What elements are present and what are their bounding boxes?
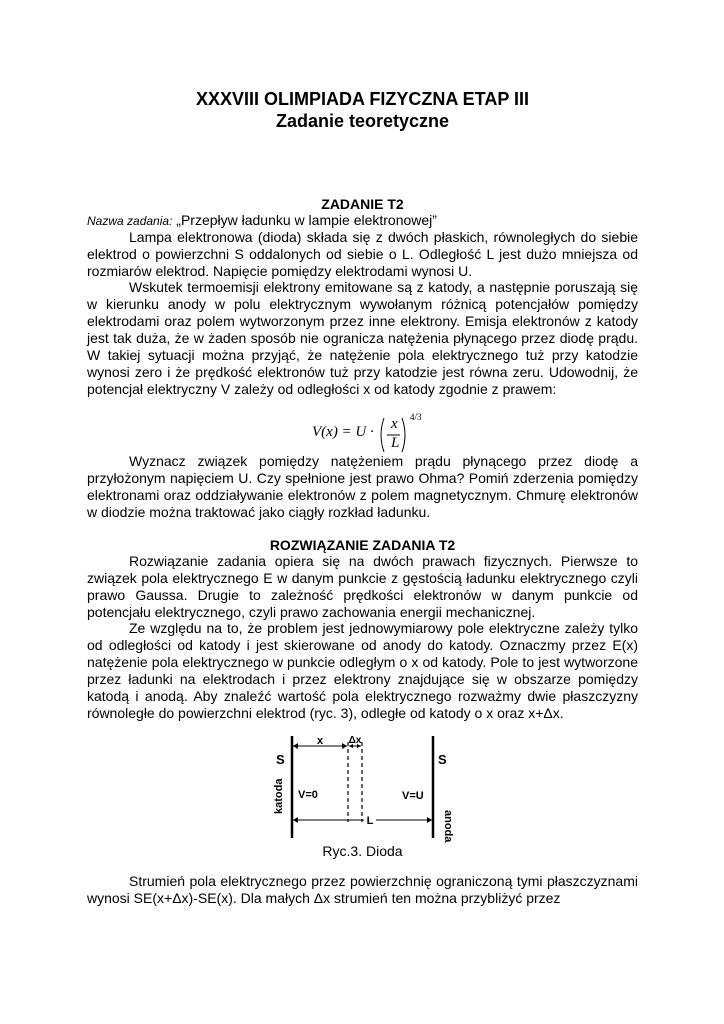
label-dx: Δx <box>348 735 362 746</box>
solution-text-3: Strumień pola elektrycznego przez powierzchnię ograniczoną tymi płaszczyznami wynosi SE(x+Δx)-SE(x). Dla małych Δx strumień ten można przybliżyć przez <box>87 873 638 906</box>
document-subtitle: Zadanie teoretyczne <box>275 111 450 131</box>
label-l: L <box>366 815 374 827</box>
label-s-left: S <box>276 752 285 767</box>
task-text-3: Wyznacz związek pomiędzy natężeniem prądu płynącego przez diodę a przyłożonym napięciem U. Czy spełnione jest prawo Ohma? Pomiń zderzenia pomiędzy elektronami oraz oddziaływanie elektronów z polem magnetycznym. Chmurę elektronów w diodzie można traktować jako ciągły rozkład ładunku. <box>87 453 638 520</box>
label-katoda: katoda <box>273 778 285 814</box>
formula-numerator: x <box>391 416 398 432</box>
formula-exponent: 4/3 <box>410 412 422 422</box>
task-paragraph-1 <box>87 229 638 280</box>
label-s-right: S <box>438 752 447 767</box>
solution-paragraph-2 <box>87 620 638 722</box>
potential-formula <box>312 414 472 454</box>
task-text-1: Lampa elektronowa (dioda) składa się z dwóch płaskich, równoległych do siebie elektrod o powierzchni S oddalonych od siebie o L. Odległość L jest dużo mniejsza od rozmiarów elektrod. Napięcie pomiędzy elektrodami wynosi U. <box>87 229 638 279</box>
solution-paragraph-3 <box>87 873 638 907</box>
formula-fraction <box>376 414 436 456</box>
formula-lhs: V(x) = U · <box>312 424 374 440</box>
solution-text-1: Rozwiązanie zadania opiera się na dwóch prawach fizycznych. Pierwsze to związek pola elektrycznego E w danym punkcie z gęstością ładunku elektrycznego czyli prawo Gaussa. Drugie to zależność prędkości elektronów w danym punkcie od potencjału elektrycznego, czyli prawo zachowania energii mechanicznej. <box>87 553 638 620</box>
task-paragraph-2 <box>87 279 638 398</box>
task-heading: ZADANIE T2 <box>321 196 404 212</box>
label-v0: V=0 <box>298 789 318 801</box>
figure-caption: Ryc.3. Dioda <box>322 843 403 859</box>
solution-heading: ROZWIĄZANIE ZADANIA T2 <box>269 537 456 553</box>
document-title: XXXVIII OLIMPIADA FIZYCZNA ETAP III <box>195 89 530 109</box>
task-name-label: Nazwa zadania: <box>87 214 173 228</box>
task-name-value: „Przepływ ładunku w lampie elektronowej” <box>176 212 437 228</box>
label-x: x <box>316 735 324 747</box>
label-vu: V=U <box>402 790 424 802</box>
label-anoda: anoda <box>442 810 454 843</box>
solution-text-2: Ze względu na to, że problem jest jednowymiarowy pole elektryczne zależy tylko od odległości od katody i jest skierowane od anody do katody. Oznaczmy przez E(x) natężenie pola elektrycznego w punkcie odległym o x od katody. Pole to jest wytworzone przez ładunki na elektrodach i przez elektrony znajdujące się w obszarze pomiędzy katodą i anodą. Aby znaleźć wartość pola elektrycznego rozważmy dwie płaszczyzny równoległe do powierzchni elektrod (ryc. 3), odległe od katody o x oraz x+Δx. <box>87 620 638 721</box>
solution-paragraph-1 <box>87 553 638 621</box>
task-name-line <box>87 212 638 230</box>
task-paragraph-3 <box>87 453 638 521</box>
task-text-2: Wskutek termoemisji elektrony emitowane są z katody, a następnie poruszają się w kierunku anody w polu elektrycznym wywołanym różnicą potencjałów pomiędzy elektrodami oraz polem wytworzonym przez inne elektrony. Emisja elektronów z katody jest tak duża, że w żaden sposób nie ogranicza natężenia płynącego przez diodę prądu. W takiej sytuacji można przyjąć, że natężenie pola elektrycznego tuż przy katodzie wynosi zero i że prędkość elektronów tuż przy katodzie jest równa zeru. Udowodnij, że potencjał elektryczny V zależy od odległości x od katody zgodnie z prawem: <box>87 279 638 397</box>
formula-denominator: L <box>391 435 400 451</box>
diode-figure <box>272 734 454 843</box>
